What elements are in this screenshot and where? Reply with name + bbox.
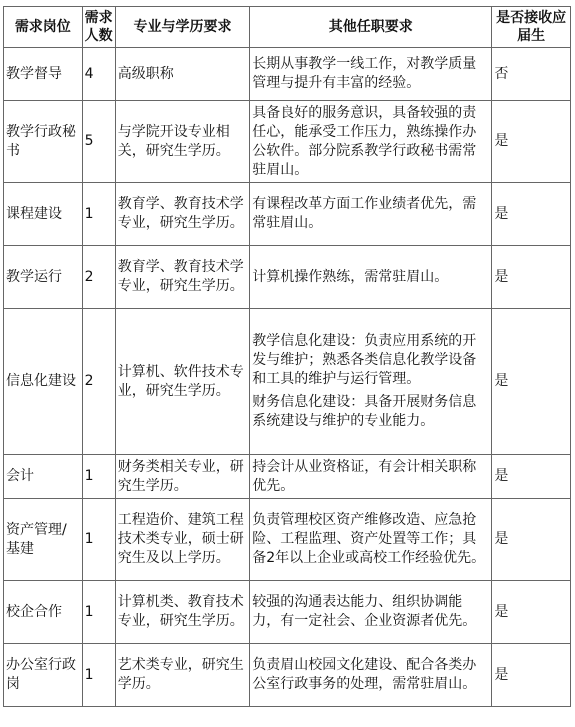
cell-other <box>250 183 492 246</box>
cell-major: 计算机、软件技术专业，研究生学历。 <box>115 309 250 455</box>
cell-count: 2 <box>82 309 115 455</box>
table-row <box>4 48 571 101</box>
header-other: 其他任职要求 <box>250 7 492 48</box>
header-count: 需求人数 <box>82 7 115 48</box>
cell-fresh-grad: 是 <box>492 644 571 707</box>
header-major: 专业与学历要求 <box>115 7 250 48</box>
table-row <box>4 246 571 309</box>
cell-fresh-grad: 是 <box>492 101 571 183</box>
cell-other <box>250 309 492 455</box>
cell-position: 会计 <box>4 455 83 499</box>
cell-other <box>250 499 492 581</box>
cell-other <box>250 246 492 309</box>
cell-other <box>250 644 492 707</box>
cell-position: 校企合作 <box>4 581 83 644</box>
table-row <box>4 101 571 183</box>
table-row <box>4 183 571 246</box>
cell-count: 5 <box>82 101 115 183</box>
header-row <box>4 7 571 48</box>
header-position: 需求岗位 <box>4 7 83 48</box>
cell-count: 1 <box>82 644 115 707</box>
cell-other-text: 财务信息化建设：具备开展财务信息系统建设与维护的专业能力。 <box>252 394 477 429</box>
cell-other-text: 负责眉山校园文化建设、配合各类办公室行政事务的处理，需常驻眉山。 <box>252 657 477 692</box>
cell-major: 计算机类、教育技术专业，研究生学历。 <box>115 581 250 644</box>
cell-other-text: 较强的沟通表达能力、组织协调能力，有一定社会、企业资源者优先。 <box>252 594 477 629</box>
cell-major: 工程造价、建筑工程技术类专业，硕士研究生及以上学历。 <box>115 499 250 581</box>
cell-fresh-grad: 是 <box>492 309 571 455</box>
cell-position: 资产管理/基建 <box>4 499 83 581</box>
cell-other-text: 负责管理校区资产维修改造、应急抢险、工程监理、资产处置等工作；具备2年以上企业或高校工作经验优先。 <box>252 512 486 566</box>
cell-count: 1 <box>82 455 115 499</box>
cell-other <box>250 581 492 644</box>
cell-count: 1 <box>82 581 115 644</box>
cell-major: 教育学、教育技术学专业，研究生学历。 <box>115 246 250 309</box>
cell-fresh-grad: 否 <box>492 48 571 101</box>
cell-position: 教学运行 <box>4 246 83 309</box>
cell-major: 财务类相关专业，研究生学历。 <box>115 455 250 499</box>
cell-count: 2 <box>82 246 115 309</box>
cell-fresh-grad: 是 <box>492 246 571 309</box>
cell-major: 教育学、教育技术学专业，研究生学历。 <box>115 183 250 246</box>
table-row <box>4 309 571 455</box>
cell-other-text: 具备良好的服务意识，具备较强的责任心，能承受工作压力，熟练操作办公软件。部分院系教学行政秘书需常驻眉山。 <box>252 104 477 178</box>
header-fresh-grad: 是否接收应届生 <box>492 7 571 48</box>
table-row <box>4 644 571 707</box>
cell-position: 办公室行政岗 <box>4 644 83 707</box>
cell-fresh-grad: 是 <box>492 455 571 499</box>
cell-other-text: 教学信息化建设：负责应用系统的开发与维护；熟悉各类信息化教学设备和工具的维护与运行管理。 <box>252 333 477 387</box>
cell-other <box>250 101 492 183</box>
cell-other-text: 计算机操作熟练，需常驻眉山。 <box>252 268 449 285</box>
cell-count: 4 <box>82 48 115 101</box>
cell-fresh-grad: 是 <box>492 183 571 246</box>
cell-position: 教学督导 <box>4 48 83 101</box>
cell-major: 与学院开设专业相关，研究生学历。 <box>115 101 250 183</box>
cell-position: 教学行政秘书 <box>4 101 83 183</box>
cell-other-text: 长期从事教学一线工作，对教学质量管理与提升有丰富的经验。 <box>252 56 477 91</box>
cell-position: 信息化建设 <box>4 309 83 455</box>
cell-other <box>250 455 492 499</box>
cell-other-text: 有课程改革方面工作业绩者优先，需常驻眉山。 <box>252 196 477 231</box>
table-row <box>4 455 571 499</box>
cell-fresh-grad: 是 <box>492 499 571 581</box>
cell-other <box>250 48 492 101</box>
cell-count: 1 <box>82 499 115 581</box>
cell-major: 艺术类专业，研究生学历。 <box>115 644 250 707</box>
table-row <box>4 581 571 644</box>
cell-position: 课程建设 <box>4 183 83 246</box>
cell-fresh-grad: 是 <box>492 581 571 644</box>
table-row <box>4 499 571 581</box>
cell-major: 高级职称 <box>115 48 250 101</box>
cell-other-text: 持会计从业资格证，有会计相关职称优先。 <box>252 458 477 494</box>
cell-count: 1 <box>82 183 115 246</box>
recruitment-table <box>3 6 571 707</box>
